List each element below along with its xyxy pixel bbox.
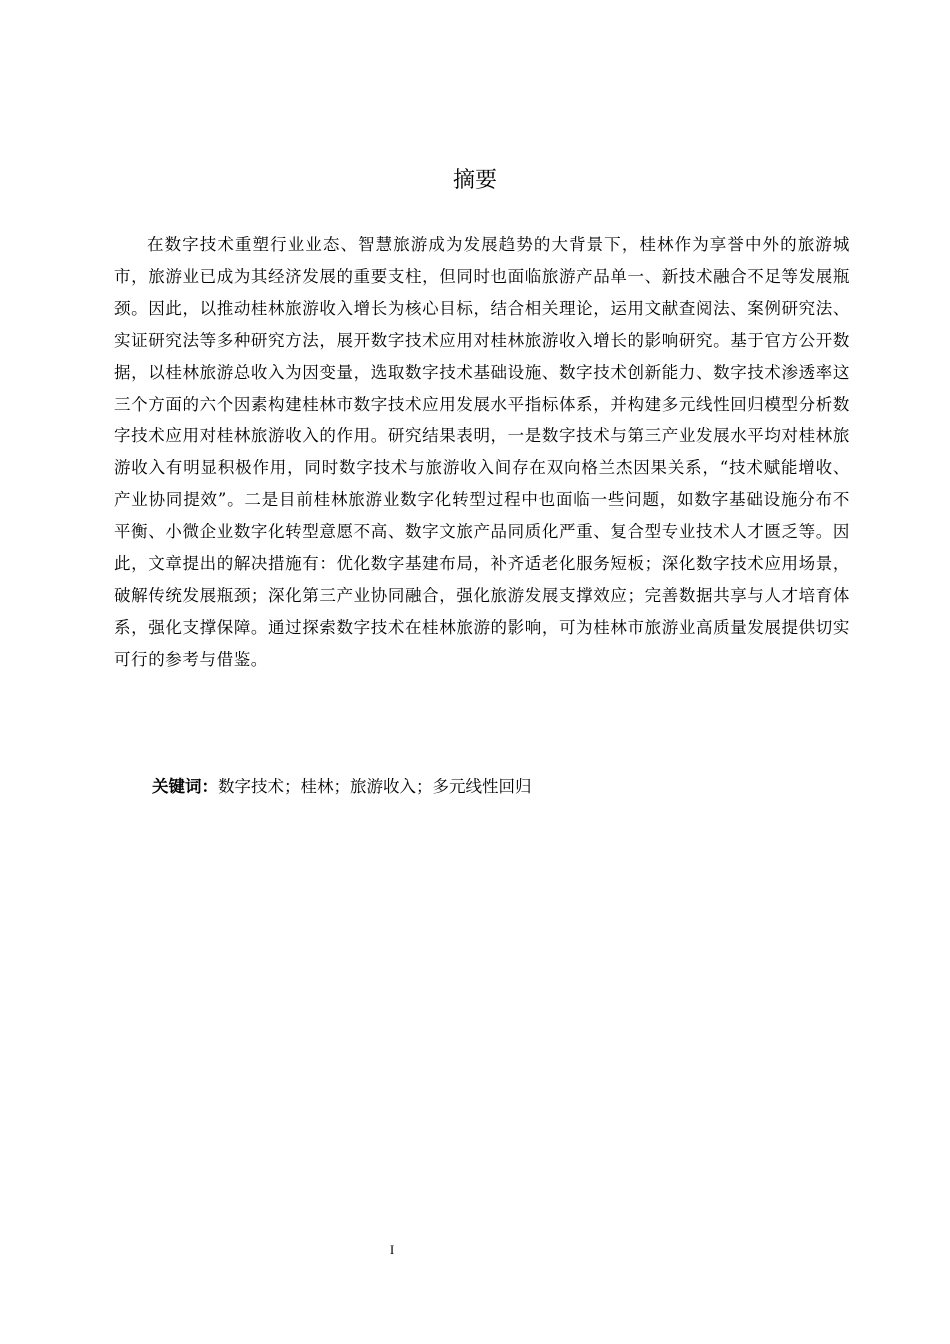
abstract-title: 摘要 xyxy=(452,168,497,193)
keywords-line xyxy=(152,771,852,803)
keywords-list: 数字技术；桂林；旅游收入；多元线性回归 xyxy=(218,777,532,796)
keywords-label: 关键词： xyxy=(152,777,218,796)
page-number: I xyxy=(389,1242,395,1257)
abstract-body: 在数字技术重塑行业业态、智慧旅游成为发展趋势的大背景下，桂林作为享誉中外的旅游城市，旅游业已成为其经济发展的重要支柱，但同时也面临旅游产品单一、新技术融合不足等发展瓶颈。因此，以推动桂林旅游收入增长为核心目标，结合相关理论，运用文献查阅法、案例研究法、实证研究法等多种研究方法，展开数字技术应用对桂林旅游收入增长的影响研究。基于官方公开数据，以桂林旅游总收入为因变量，选取数字技术基础设施、数字技术创新能力、数字技术渗透率这三个方面的六个因素构建桂林市数字技术应用发展水平指标体系，并构建多元线性回归模型分析数字技术应用对桂林旅游收入的作用。研究结果表明，一是数字技术与第三产业发展水平均对桂林旅游收入有明显积极作用，同时数字技术与旅游收入间存在双向格兰杰因果关系，“技术赋能增收、产业协同提效”。二是目前桂林旅游业数字化转型过程中也面临一些问题，如数字基础设施分布不平衡、小微企业数字化转型意愿不高、数字文旅产品同质化严重、复合型专业技术人才匮乏等。因此，文章提出的解决措施有：优化数字基建布局，补齐适老化服务短板；深化数字技术应用场景，破解传统发展瓶颈；深化第三产业协同融合，强化旅游发展支撑效应；完善数据共享与人才培育体系，强化支撑保障。通过探索数字技术在桂林旅游的影响，可为桂林市旅游业高质量发展提供切实可行的参考与借鉴。 xyxy=(114,235,850,669)
